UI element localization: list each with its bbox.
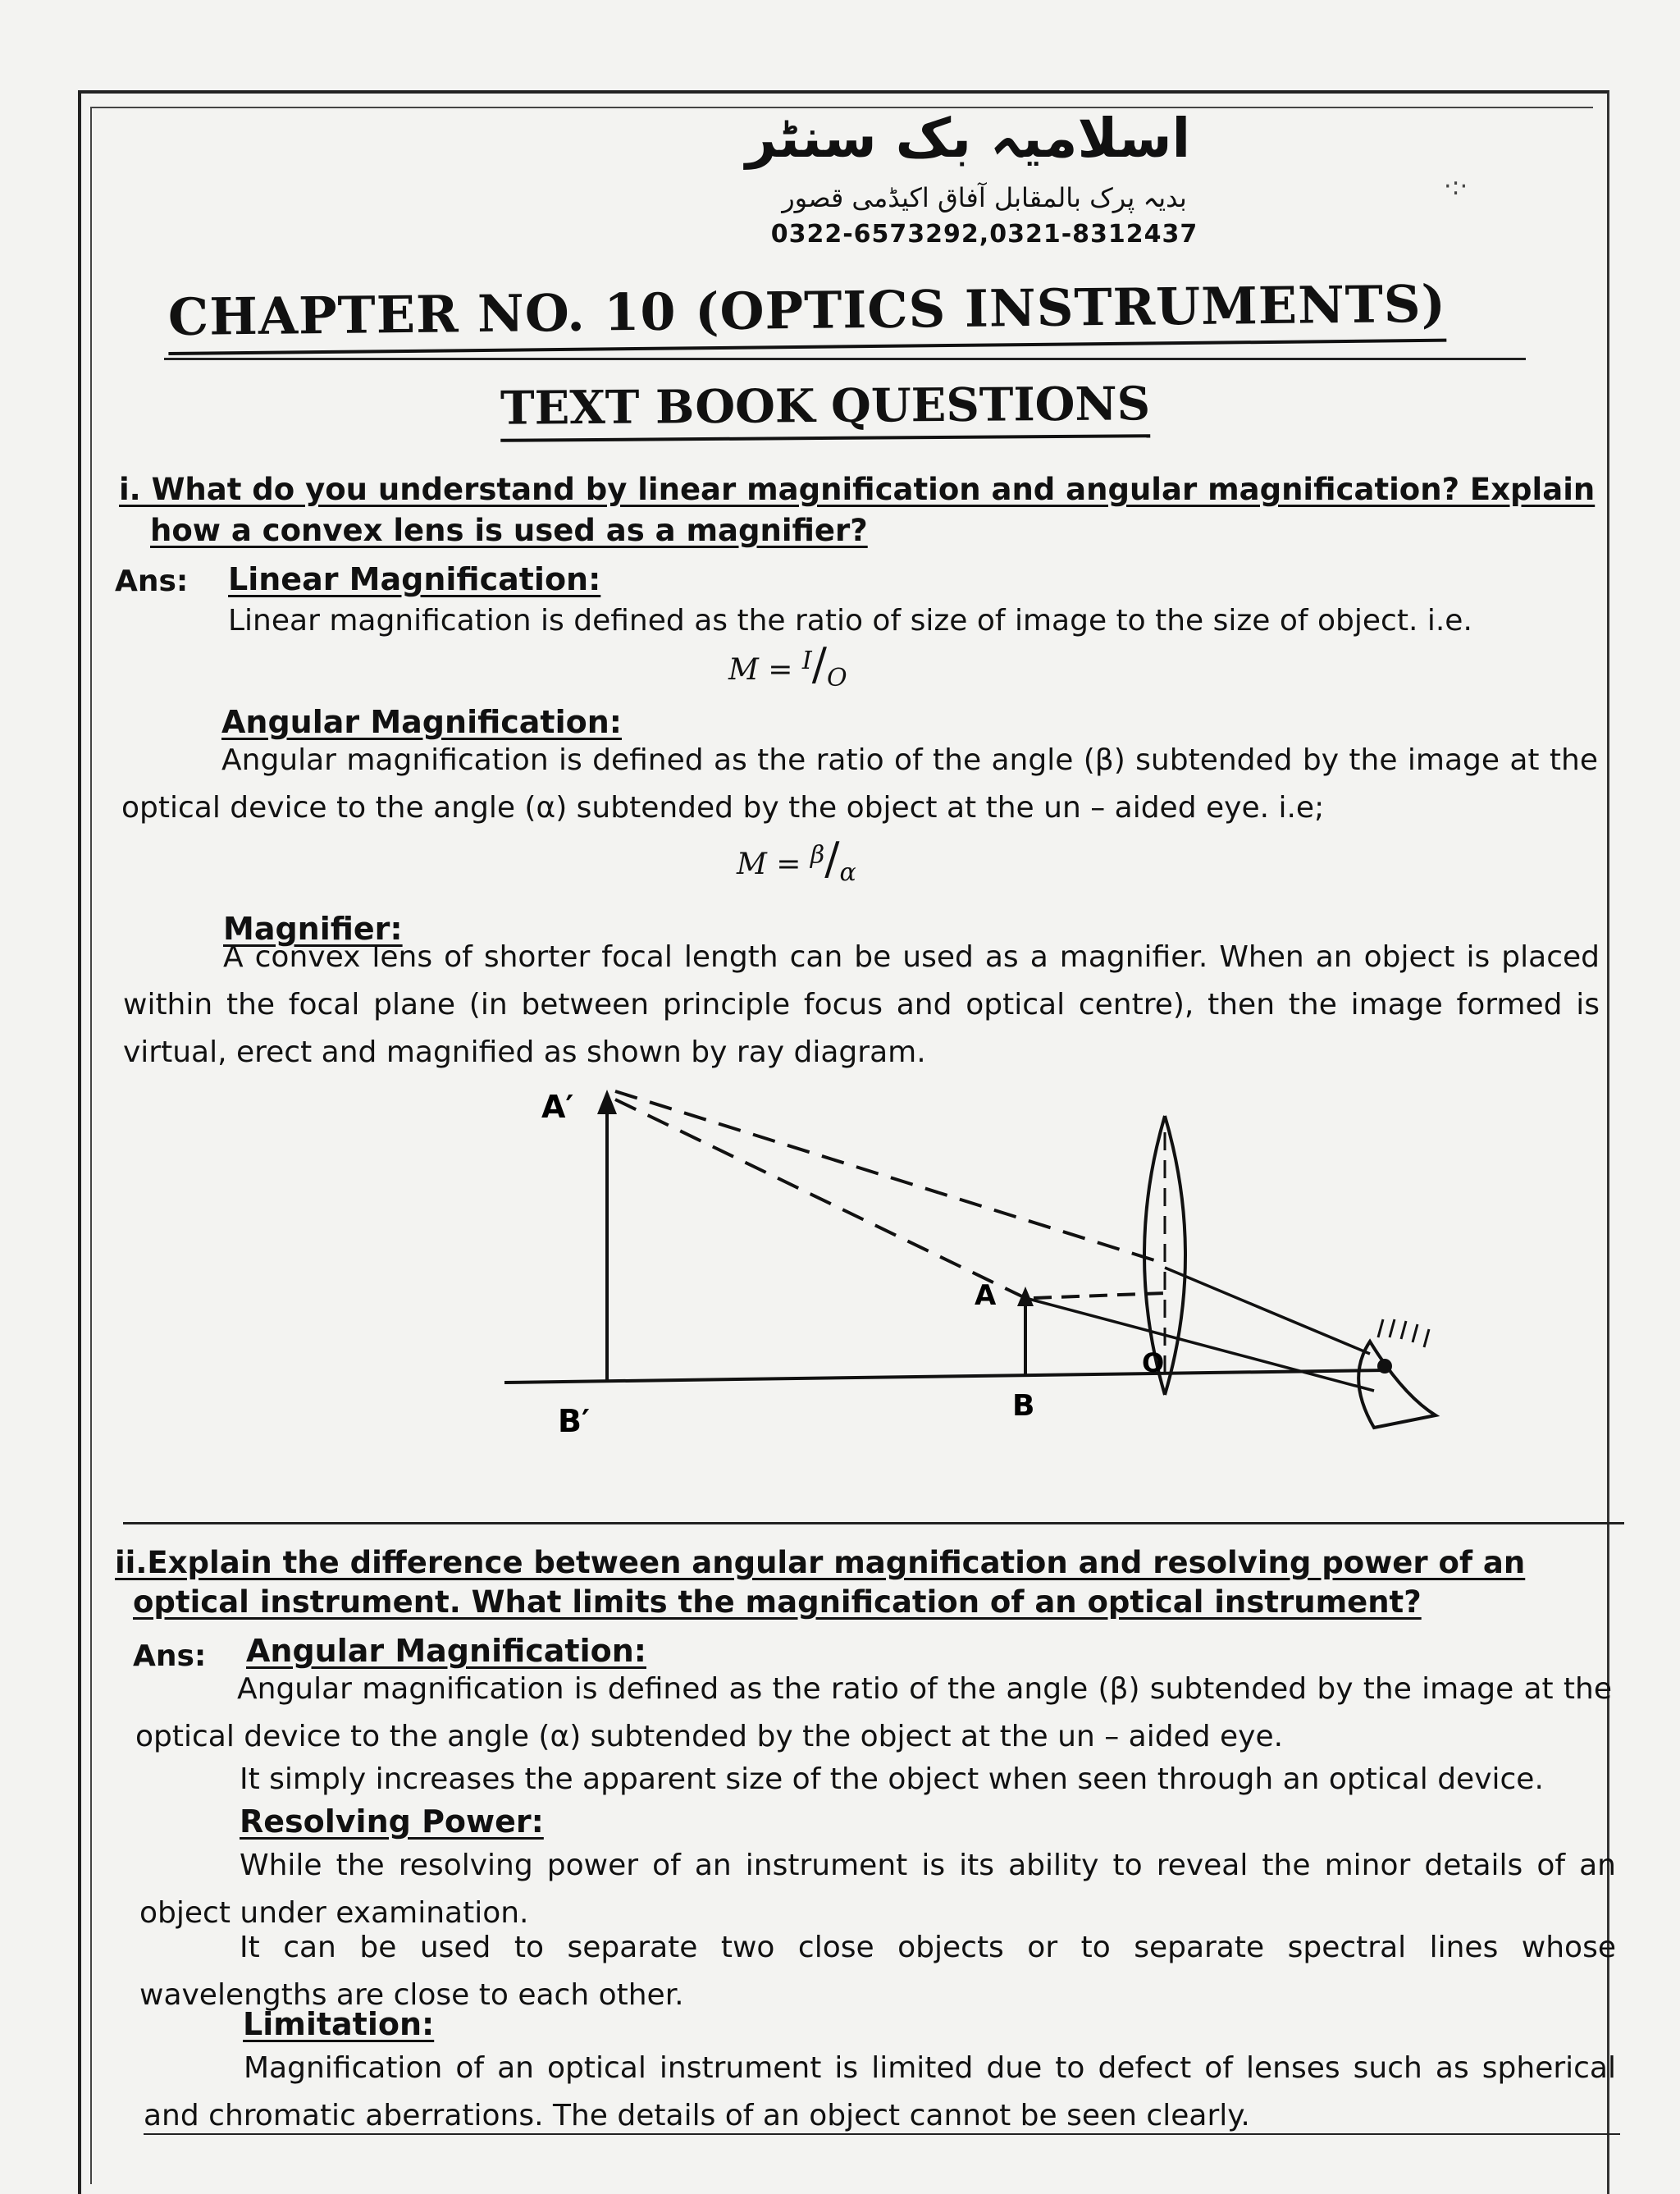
ray-diagram: [492, 1067, 1477, 1452]
formula-lhs: M =: [737, 848, 810, 881]
question-2-line-2: optical instrument. What limits the magnification of an optical instrument?: [133, 1584, 1422, 1620]
formula-denominator: O: [826, 664, 847, 693]
real-ray-1: [1025, 1298, 1374, 1391]
limitation-heading: Limitation:: [243, 2006, 435, 2042]
linear-magnification-text: Linear magnification is defined as the ratio of size of image to the size of object. i.e.: [228, 604, 1472, 638]
real-ray-2: [1165, 1268, 1370, 1354]
chapter-rule: [164, 358, 1526, 360]
formula-denominator: α: [839, 858, 856, 888]
formula-numerator: β: [810, 841, 825, 870]
resolving-power-note: It can be used to separate two close objects or to separate spectral lines whose wavelengths are close to each other.: [139, 1931, 1616, 2012]
shop-name-urdu: اسلامیہ بک سنٹر: [745, 107, 1191, 170]
eye-pupil: [1377, 1359, 1392, 1374]
scan-speck: ·:·: [1444, 172, 1468, 201]
angular-magnification-text: Angular magnification is defined as the ratio of the angle (β) subtended by the image at the optical device to the angle (α) subtended by the object at the un – aided eye. i.e;: [121, 743, 1598, 825]
label-b: B: [1012, 1389, 1035, 1423]
angular-magnification-text-2: Angular magnification is defined as the ratio of the angle (β) subtended by the image at the optical device to the angle (α) subtended by the object at the un – aided eye.: [135, 1672, 1612, 1753]
virtual-ray-2: [615, 1099, 1025, 1298]
answer-2-label: Ans:: [133, 1639, 207, 1673]
principal-axis: [504, 1370, 1386, 1383]
section-divider: [123, 1522, 1624, 1524]
magnifier-heading: Magnifier:: [223, 911, 403, 947]
eyelash-strokes: [1378, 1319, 1429, 1347]
virtual-ray-1: [615, 1091, 1165, 1264]
shop-phone: 0322-6573292,0321-8312437: [770, 220, 1198, 249]
chapter-title: CHAPTER NO. 10 (OPTICS INSTRUMENTS): [168, 274, 1447, 355]
resolving-power-text: While the resolving power of an instrument is its ability to reveal the minor details of an object under examination.: [139, 1849, 1616, 1930]
label-a: A: [975, 1279, 997, 1312]
resolving-power-heading: Resolving Power:: [240, 1803, 544, 1840]
angular-magnification-heading: Angular Magnification:: [221, 704, 622, 740]
lens-right-curve: [1165, 1116, 1185, 1395]
angular-magnification-formula: $M = ^\beta/_\alpha$: [737, 833, 856, 888]
linear-magnification-heading: Linear Magnification:: [228, 561, 601, 597]
angular-magnification-heading-2: Angular Magnification:: [246, 1633, 646, 1669]
question-1-line-1: i. What do you understand by linear magnification and angular magnification? Explain: [119, 472, 1596, 507]
formula-numerator: I: [801, 647, 812, 675]
shop-address-urdu: بدیہ پرک بالمقابل آفاق اکیڈمی قصور: [782, 182, 1187, 213]
question-2-line-1: ii.Explain the difference between angular magnification and resolving power of an: [115, 1545, 1526, 1580]
bottom-rule: [144, 2133, 1620, 2135]
eye-outline: [1358, 1342, 1436, 1428]
formula-lhs: M =: [728, 653, 802, 687]
label-b-prime: B′: [558, 1403, 590, 1439]
linear-magnification-formula: $M = ^I/_O$: [728, 638, 847, 693]
answer-1-label: Ans:: [115, 564, 189, 598]
question-1-line-2: how a convex lens is used as a magnifier?: [150, 513, 868, 548]
magnifier-text: A convex lens of shorter focal length can be used as a magnifier. When an object is placed within the focal plane (in between principle focus and optical centre), then the image formed is virtual, erect and magnified as shown by ray diagram.: [123, 940, 1600, 1069]
angular-magnification-note: It simply increases the apparent size of the object when seen through an optical device.: [240, 1762, 1544, 1796]
label-o: O: [1142, 1347, 1165, 1378]
limitation-text: Magnification of an optical instrument is limited due to defect of lenses such as spherical and chromatic aberrations. The details of an object cannot be seen clearly.: [144, 2051, 1616, 2132]
section-title: TEXT BOOK QUESTIONS: [500, 377, 1151, 442]
label-a-prime: A′: [541, 1089, 574, 1125]
image-arrow-head: [597, 1090, 617, 1114]
